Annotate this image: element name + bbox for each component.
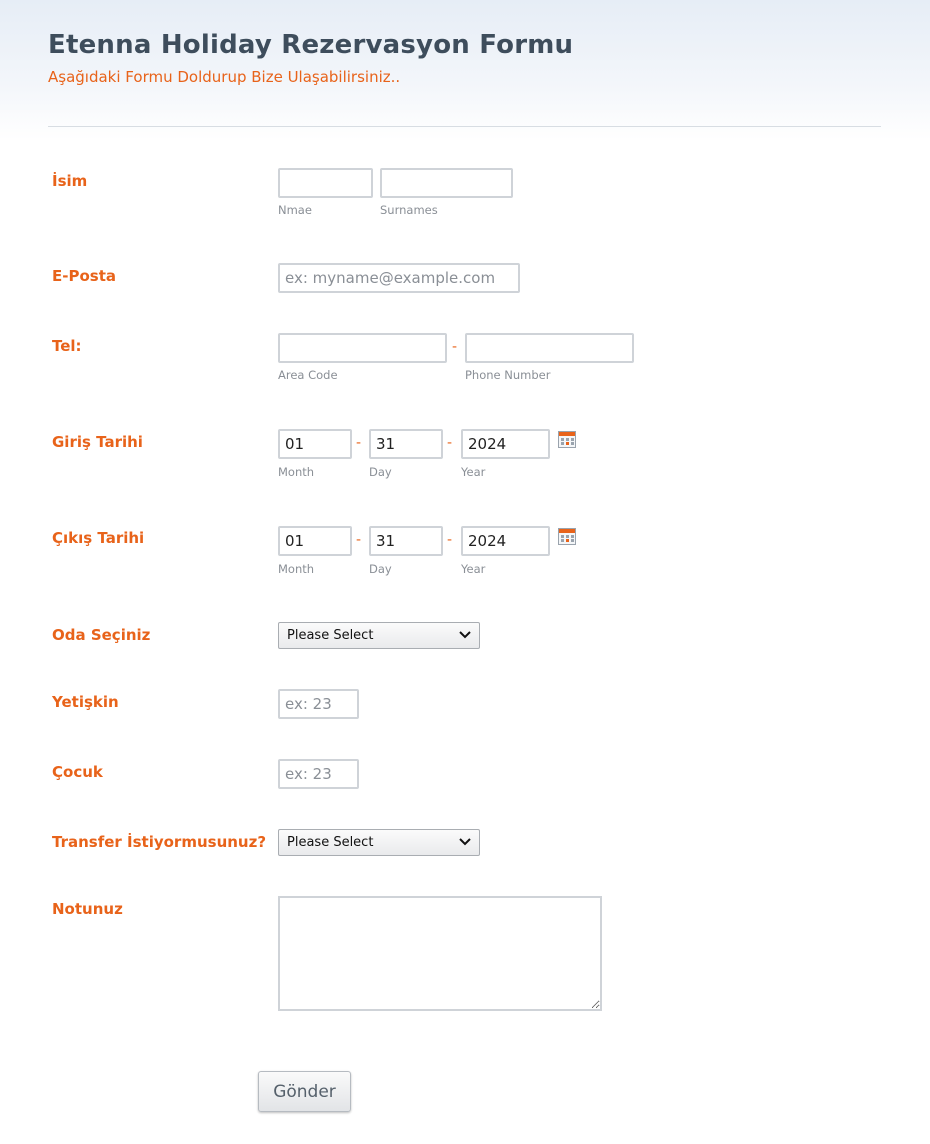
transfer-select[interactable] [278,829,480,856]
checkin-separator-2: - [447,435,453,451]
adults-input[interactable] [278,689,359,719]
checkout-month-sublabel: Month [278,562,315,576]
area-code-input[interactable] [278,333,447,363]
header-divider [48,126,881,127]
chevron-down-icon [459,631,471,639]
email-label: E-Posta [52,267,116,285]
form-header [48,30,573,86]
last-name-sublabel: Surnames [380,203,438,217]
checkout-year-input[interactable] [461,526,550,556]
phone-separator: - [452,339,458,355]
page-title: Etenna Holiday Rezervasyon Formu [48,30,574,60]
notes-textarea[interactable] [278,896,602,1011]
chevron-down-icon [459,838,471,846]
checkout-month-input[interactable] [278,526,352,556]
last-name-input[interactable] [380,168,513,198]
transfer-select-value: Please Select [287,835,374,850]
phone-number-input[interactable] [465,333,634,363]
room-select-value: Please Select [287,628,374,643]
children-label: Çocuk [52,763,103,781]
notes-label: Notunuz [52,900,123,918]
children-input[interactable] [278,759,359,789]
phone-label: Tel: [52,337,82,355]
first-name-sublabel: Nmae [278,203,312,217]
phone-number-sublabel: Phone Number [465,368,551,382]
page-subtitle: Aşağıdaki Formu Doldurup Bize Ulaşabilirsiniz.. [48,68,401,86]
checkin-separator-1: - [356,435,362,451]
calendar-icon[interactable] [558,528,576,545]
first-name-input[interactable] [278,168,373,198]
checkin-year-sublabel: Year [461,465,486,479]
area-code-sublabel: Area Code [278,368,338,382]
checkin-day-input[interactable] [369,429,443,459]
checkin-day-sublabel: Day [369,465,392,479]
email-input[interactable] [278,263,520,293]
room-select[interactable] [278,622,480,649]
checkout-separator-2: - [447,532,453,548]
calendar-icon[interactable] [558,431,576,448]
checkin-year-input[interactable] [461,429,550,459]
checkout-year-sublabel: Year [461,562,486,576]
transfer-label: Transfer İstiyormusunuz? [52,833,267,851]
checkin-label: Giriş Tarihi [52,433,143,451]
submit-button[interactable]: Gönder [258,1071,351,1112]
checkin-month-input[interactable] [278,429,352,459]
room-label: Oda Seçiniz [52,626,151,644]
checkout-day-sublabel: Day [369,562,392,576]
name-label: İsim [52,172,88,190]
checkout-day-input[interactable] [369,526,443,556]
checkout-label: Çıkış Tarihi [52,529,145,547]
adults-label: Yetişkin [52,693,119,711]
checkout-separator-1: - [356,532,362,548]
checkin-month-sublabel: Month [278,465,315,479]
